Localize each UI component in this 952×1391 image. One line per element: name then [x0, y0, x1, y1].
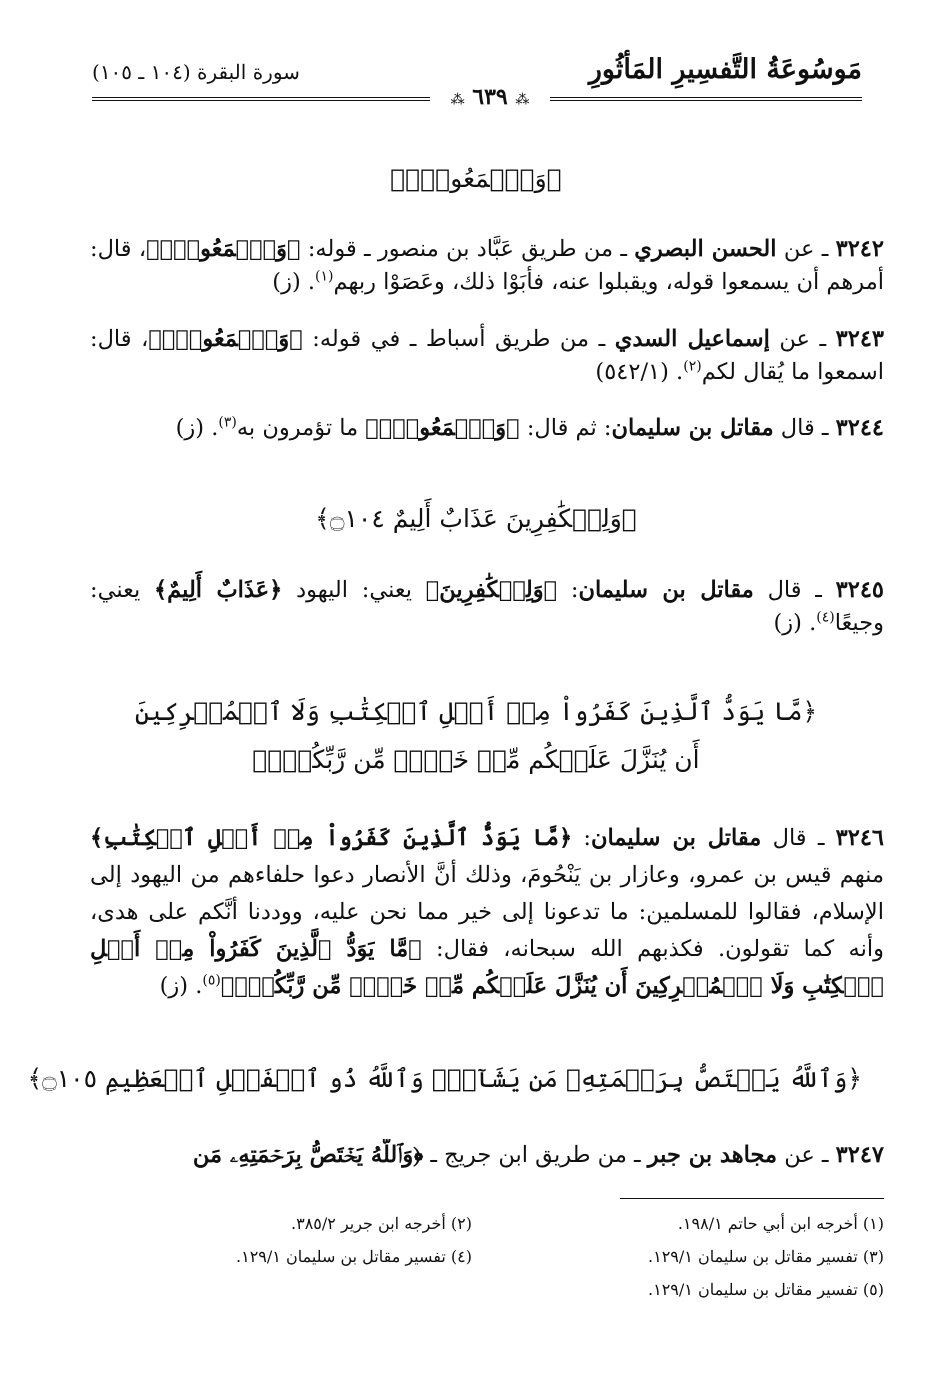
verse-heading: ﴿وَٱسۡمَعُواْۗ﴾ [390, 164, 562, 193]
quran-quote: ﴿وَلِلۡكَٰفِرِينَ﴾ [425, 577, 558, 603]
surah-range: سورة البقرة (١٠٤ ـ ١٠٥) [92, 60, 300, 84]
verse-heading: ﴿وَٱللَّهُ يَخۡتَصُّ بِرَحۡمَتِهِۦ مَن يَشَآءُۚ وَٱللَّهُ ذُو ٱلۡفَضۡلِ ٱلۡعَظِيمِ ۝١٠٥﴾ [27, 1064, 862, 1093]
quran-quote: ﴿مَّا يَوَدُّ ٱلَّذِينَ كَفَرُواْ مِنۡ أَهۡلِ ٱلۡكِتَٰبِ وَلَا ٱلۡمُشۡرِكِينَ أَن يُنَزَّلَ عَلَيۡكُم مِّنۡ خَيۡرٖ مِّن رَّبِّكُمۡۚ﴾ [90, 936, 884, 999]
page-number: ٦٣٩ [472, 84, 508, 110]
verse-heading-line1: ﴿مَّا يَوَدُّ ٱلَّذِينَ كَفَرُواْ مِنۡ أَهۡلِ ٱلۡكِتَٰبِ وَلَا ٱلۡمُشۡرِكِينَ [134, 697, 818, 726]
footnote-ref: (٢) [683, 358, 702, 375]
narration-number: ٣٢٤٧ [835, 1142, 884, 1168]
narration-number: ٣٢٤٦ [835, 825, 884, 851]
narrator-name: مقاتل بن سليمان [591, 825, 762, 851]
quran-quote: ﴿عَذَابٌ أَلِيمٌ﴾ [154, 577, 283, 603]
narrator-name: مجاهد بن جبر [647, 1142, 778, 1168]
footnote-ref: (٥) [202, 972, 221, 989]
narration-3243: ٣٢٤٣ ـ عن إسماعيل السدي ـ من طريق أسباط ـ في قوله: ﴿وَٱسۡمَعُواْۗ﴾، قال: اسمعوا ما يُقال لكم$^{(٢)}$. (٥٤٢/١) [90, 326, 884, 385]
quran-quote: ﴿وَٱسۡمَعُواْۗ﴾ [148, 326, 303, 352]
quran-quote: ﴿وَٱسۡمَعُواْۗ﴾ [365, 415, 520, 441]
footnote-rule [620, 1198, 884, 1199]
narrator-name: إسماعيل السدي [614, 326, 770, 352]
narration-3246: ٣٢٤٦ ـ قال مقاتل بن سليمان: ﴿مَّا يَوَدُّ ٱلَّذِينَ كَفَرُواْ مِنۡ أَهۡلِ ٱلۡكِتَٰبِ﴾ منهم قيس بن عمرو، وعازار بن يَنْحُومَ، وذلك أنَّ الأنصار دعوا حلفاءهم من اليهود إلى الإسلام، فقالوا للمسلمين: ما تدعونا إلى خير مما نحن عليه، ووددنا أنَّكم على هدى، وأنه كما تقولون. فكذبهم الله سبحانه، فقال: ﴿مَّا يَوَدُّ ٱلَّذِينَ كَفَرُواْ مِنۡ أَهۡلِ ٱلۡكِتَٰبِ وَلَا ٱلۡمُشۡرِكِينَ أَن يُنَزَّلَ عَلَيۡكُم مِّنۡ خَيۡرٖ مِّن رَّبِّكُمۡۚ﴾$^{(٥)}$. (ز) [90, 825, 884, 999]
narration-number: ٣٢٤٣ [835, 326, 884, 352]
footnote-5: (٥) تفسير مقاتل بن سليمان ١٢٩/١. [648, 1280, 884, 1299]
footnote-ref: (٤) [816, 609, 835, 626]
verse-heading-line2: أَن يُنَزَّلَ عَلَيۡكُم مِّنۡ خَيۡرٖ مِّن رَّبِّكُمۡۚ﴾ [252, 745, 700, 774]
narrator-name: مقاتل بن سليمان [578, 577, 754, 603]
narration-number: ٣٢٤٢ [835, 236, 884, 262]
series-title: مَوسُوعَةُ التَّفسِيرِ المَأثُورِ [588, 54, 862, 85]
narration-3245: ٣٢٤٥ ـ قال مقاتل بن سليمان: ﴿وَلِلۡكَٰفِرِينَ﴾ يعني: اليهود ﴿عَذَابٌ أَلِيمٌ﴾ يعني: وجيعًا$^{(٤)}$. (ز) [90, 577, 884, 636]
footnote-2: (٢) أخرجه ابن جرير ٣٨٥/٢. [291, 1214, 472, 1233]
quran-quote: ﴿وَٱللَّهُ يَخۡتَصُّ بِرَحۡمَتِهِۦ مَن [192, 1142, 424, 1168]
verse-heading: ﴿وَلِلۡكَٰفِرِينَ عَذَابٌ أَلِيمٌ ۝١٠٤﴾ [315, 504, 637, 533]
narrator-name: مقاتل بن سليمان [611, 415, 774, 441]
quran-quote: ﴿وَٱسۡمَعُواْۗ﴾ [146, 236, 301, 262]
ornament-icon: ⁂ [450, 92, 465, 108]
footnote-4: (٤) تفسير مقاتل بن سليمان ١٢٩/١. [236, 1247, 472, 1266]
narration-3242: ٣٢٤٢ ـ عن الحسن البصري ـ من طريق عَبَّاد بن منصور ـ قوله: ﴿وَٱسۡمَعُواْۗ﴾، قال: أمرهم أن يسمعوا قوله، ويقبلوا عنه، فأبَوْا ذلك، وعَصَوْا ربهم$^{(١)}$. (ز) [90, 236, 884, 295]
narrator-name: الحسن البصري [634, 236, 777, 262]
quran-quote: ﴿مَّا يَوَدُّ ٱلَّذِينَ كَفَرُواْ مِنۡ أَهۡلِ ٱلۡكِتَٰبِ﴾ [90, 825, 573, 851]
page-number-box [430, 84, 550, 113]
footnote-3: (٣) تفسير مقاتل بن سليمان ١٢٩/١. [648, 1247, 884, 1266]
footnote-1: (١) أخرجه ابن أبي حاتم ١٩٨/١. [677, 1214, 884, 1233]
footnote-ref: (٣) [218, 414, 237, 431]
narration-number: ٣٢٤٤ [835, 415, 884, 441]
narration-3247: ٣٢٤٧ ـ عن مجاهد بن جبر ـ من طريق ابن جريج ـ ﴿وَٱللَّهُ يَخۡتَصُّ بِرَحۡمَتِهِۦ مَن [192, 1142, 884, 1168]
ornament-icon: ⁂ [515, 92, 530, 108]
footnote-ref: (١) [315, 268, 334, 285]
narration-number: ٣٢٤٥ [835, 577, 884, 603]
narration-3244: ٣٢٤٤ ـ قال مقاتل بن سليمان: ثم قال: ﴿وَٱسۡمَعُواْۗ﴾ ما تؤمرون به$^{(٣)}$. (ز) [175, 414, 884, 441]
